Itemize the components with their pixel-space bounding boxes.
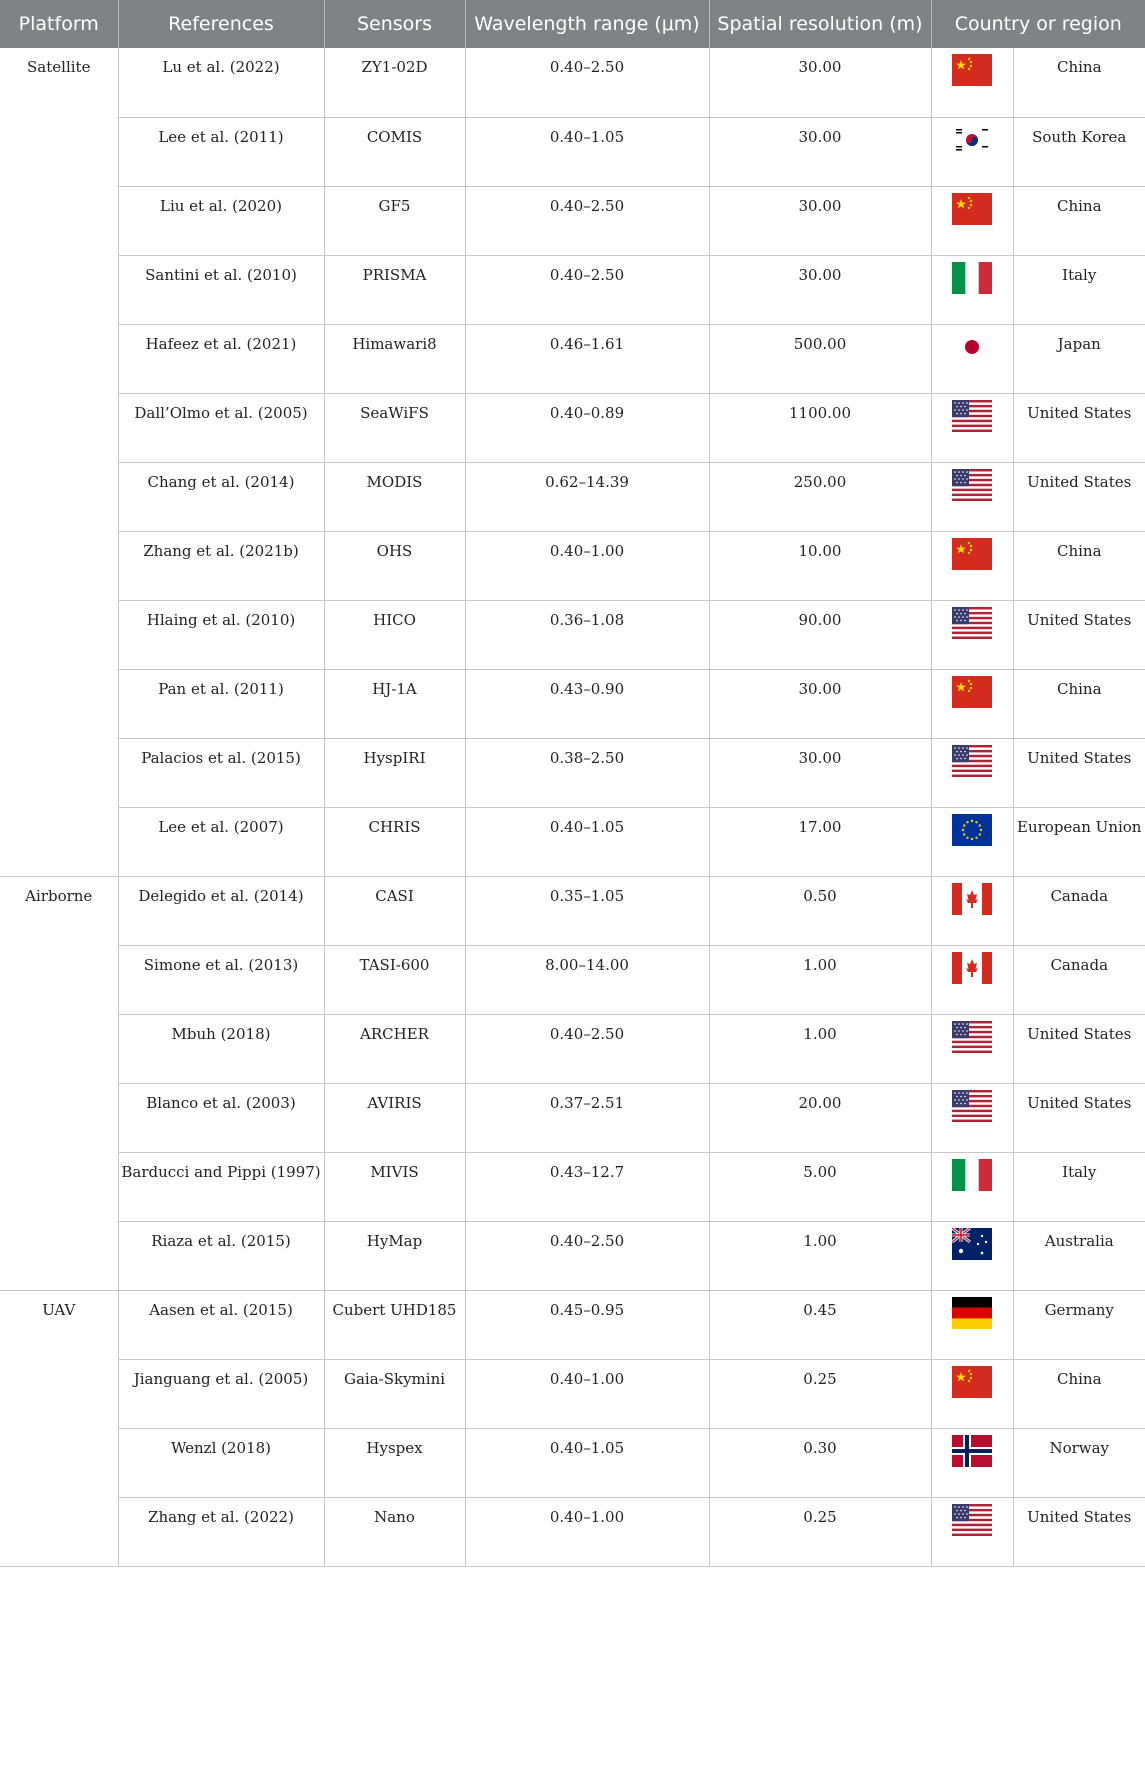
resolution-cell: 30.00 (709, 48, 931, 117)
sensor-cell: COMIS (324, 117, 465, 186)
flag-cell (931, 1359, 1013, 1428)
country-cell: South Korea (1013, 117, 1145, 186)
table-row (0, 600, 1145, 669)
resolution-cell: 30.00 (709, 255, 931, 324)
resolution-cell: 30.00 (709, 738, 931, 807)
reference-cell: Dall’Olmo et al. (2005) (118, 393, 324, 462)
flag-cell (931, 945, 1013, 1014)
resolution-cell: 5.00 (709, 1152, 931, 1221)
table-row (0, 945, 1145, 1014)
reference-cell: Chang et al. (2014) (118, 462, 324, 531)
sensor-cell: OHS (324, 531, 465, 600)
flag-cell (931, 669, 1013, 738)
reference-cell: Lee et al. (2007) (118, 807, 324, 876)
sensor-cell: ZY1-02D (324, 48, 465, 117)
usa-flag-icon (952, 607, 992, 639)
table-row (0, 1290, 1145, 1359)
table-row (0, 669, 1145, 738)
table-row (0, 1221, 1145, 1290)
flag-cell (931, 393, 1013, 462)
australia-flag-icon (952, 1228, 992, 1260)
sensor-cell: HJ-1A (324, 669, 465, 738)
table-body (0, 48, 1145, 1566)
sensor-cell: ARCHER (324, 1014, 465, 1083)
resolution-cell: 0.25 (709, 1497, 931, 1566)
country-cell: Italy (1013, 1152, 1145, 1221)
country-cell: China (1013, 669, 1145, 738)
flag-cell (931, 117, 1013, 186)
country-cell: United States (1013, 600, 1145, 669)
wavelength-cell: 0.40–2.50 (465, 255, 709, 324)
wavelength-cell: 0.40–1.05 (465, 1428, 709, 1497)
flag-cell (931, 876, 1013, 945)
wavelength-cell: 0.43–0.90 (465, 669, 709, 738)
reference-cell: Jianguang et al. (2005) (118, 1359, 324, 1428)
flag-cell (931, 1221, 1013, 1290)
reference-cell: Wenzl (2018) (118, 1428, 324, 1497)
flag-cell (931, 1152, 1013, 1221)
norway-flag-icon (952, 1435, 992, 1467)
wavelength-cell: 0.43–12.7 (465, 1152, 709, 1221)
wavelength-cell: 0.40–2.50 (465, 186, 709, 255)
wavelength-cell: 0.36–1.08 (465, 600, 709, 669)
country-cell: Japan (1013, 324, 1145, 393)
header-references: References (118, 0, 324, 48)
usa-flag-icon (952, 1504, 992, 1536)
wavelength-cell: 0.45–0.95 (465, 1290, 709, 1359)
reference-cell: Pan et al. (2011) (118, 669, 324, 738)
flag-cell (931, 324, 1013, 393)
sensor-cell: CASI (324, 876, 465, 945)
table-row (0, 1428, 1145, 1497)
usa-flag-icon (952, 469, 992, 501)
reference-cell: Lu et al. (2022) (118, 48, 324, 117)
china-flag-icon (952, 676, 992, 708)
flag-cell (931, 531, 1013, 600)
header-row (0, 0, 1145, 48)
platform-cell: Satellite (0, 48, 118, 876)
sensor-cell: Himawari8 (324, 324, 465, 393)
flag-cell (931, 48, 1013, 117)
table-row (0, 1359, 1145, 1428)
wavelength-cell: 0.40–1.00 (465, 1359, 709, 1428)
canada-flag-icon (952, 883, 992, 915)
sensor-cell: MIVIS (324, 1152, 465, 1221)
country-cell: Canada (1013, 945, 1145, 1014)
country-cell: United States (1013, 738, 1145, 807)
reference-cell: Delegido et al. (2014) (118, 876, 324, 945)
flag-cell (931, 255, 1013, 324)
country-cell: Norway (1013, 1428, 1145, 1497)
resolution-cell: 500.00 (709, 324, 931, 393)
country-cell: United States (1013, 1014, 1145, 1083)
sensor-cell: PRISMA (324, 255, 465, 324)
resolution-cell: 1.00 (709, 1014, 931, 1083)
resolution-cell: 17.00 (709, 807, 931, 876)
resolution-cell: 0.45 (709, 1290, 931, 1359)
reference-cell: Palacios et al. (2015) (118, 738, 324, 807)
header-resolution: Spatial resolution (m) (709, 0, 931, 48)
china-flag-icon (952, 193, 992, 225)
table-row (0, 462, 1145, 531)
wavelength-cell: 0.40–1.05 (465, 807, 709, 876)
header-wavelength: Wavelength range (μm) (465, 0, 709, 48)
table-row (0, 876, 1145, 945)
table-row (0, 738, 1145, 807)
resolution-cell: 0.30 (709, 1428, 931, 1497)
canada-flag-icon (952, 952, 992, 984)
wavelength-cell: 0.46–1.61 (465, 324, 709, 393)
wavelength-cell: 0.40–0.89 (465, 393, 709, 462)
flag-cell (931, 1014, 1013, 1083)
reference-cell: Barducci and Pippi (1997) (118, 1152, 324, 1221)
table-row (0, 807, 1145, 876)
country-cell: United States (1013, 1497, 1145, 1566)
reference-cell: Aasen et al. (2015) (118, 1290, 324, 1359)
reference-cell: Hlaing et al. (2010) (118, 600, 324, 669)
resolution-cell: 1.00 (709, 945, 931, 1014)
sensor-cell: Nano (324, 1497, 465, 1566)
resolution-cell: 30.00 (709, 117, 931, 186)
flag-cell (931, 1083, 1013, 1152)
header-platform: Platform (0, 0, 118, 48)
sensor-cell: Cubert UHD185 (324, 1290, 465, 1359)
resolution-cell: 10.00 (709, 531, 931, 600)
flag-cell (931, 807, 1013, 876)
flag-cell (931, 1497, 1013, 1566)
wavelength-cell: 0.62–14.39 (465, 462, 709, 531)
country-cell: United States (1013, 393, 1145, 462)
reference-cell: Hafeez et al. (2021) (118, 324, 324, 393)
wavelength-cell: 0.40–2.50 (465, 1221, 709, 1290)
flag-cell (931, 186, 1013, 255)
sensor-cell: HyMap (324, 1221, 465, 1290)
sensor-cell: Gaia-Skymini (324, 1359, 465, 1428)
usa-flag-icon (952, 745, 992, 777)
reference-cell: Zhang et al. (2022) (118, 1497, 324, 1566)
wavelength-cell: 8.00–14.00 (465, 945, 709, 1014)
table-row (0, 1014, 1145, 1083)
resolution-cell: 90.00 (709, 600, 931, 669)
sensor-cell: Hyspex (324, 1428, 465, 1497)
table-row (0, 1083, 1145, 1152)
flag-cell (931, 462, 1013, 531)
reference-cell: Zhang et al. (2021b) (118, 531, 324, 600)
country-cell: China (1013, 186, 1145, 255)
table-row (0, 117, 1145, 186)
wavelength-cell: 0.40–1.05 (465, 117, 709, 186)
germany-flag-icon (952, 1297, 992, 1329)
reference-cell: Santini et al. (2010) (118, 255, 324, 324)
country-cell: China (1013, 531, 1145, 600)
platform-cell: Airborne (0, 876, 118, 1290)
wavelength-cell: 0.38–2.50 (465, 738, 709, 807)
japan-flag-icon (952, 331, 992, 363)
sensor-cell: MODIS (324, 462, 465, 531)
usa-flag-icon (952, 1090, 992, 1122)
china-flag-icon (952, 54, 992, 86)
eu-flag-icon (952, 814, 992, 846)
wavelength-cell: 0.35–1.05 (465, 876, 709, 945)
wavelength-cell: 0.40–1.00 (465, 1497, 709, 1566)
reference-cell: Lee et al. (2011) (118, 117, 324, 186)
header-country: Country or region (931, 0, 1145, 48)
wavelength-cell: 0.40–2.50 (465, 1014, 709, 1083)
sensor-cell: CHRIS (324, 807, 465, 876)
table-row (0, 1152, 1145, 1221)
country-cell: China (1013, 48, 1145, 117)
resolution-cell: 30.00 (709, 186, 931, 255)
resolution-cell: 1100.00 (709, 393, 931, 462)
resolution-cell: 250.00 (709, 462, 931, 531)
country-cell: European Union (1013, 807, 1145, 876)
table-row (0, 48, 1145, 117)
south-korea-flag-icon (952, 124, 992, 156)
country-cell: Canada (1013, 876, 1145, 945)
italy-flag-icon (952, 262, 992, 294)
resolution-cell: 0.50 (709, 876, 931, 945)
sensor-cell: TASI-600 (324, 945, 465, 1014)
country-cell: Italy (1013, 255, 1145, 324)
sensor-cell: AVIRIS (324, 1083, 465, 1152)
country-cell: Australia (1013, 1221, 1145, 1290)
header-sensors: Sensors (324, 0, 465, 48)
resolution-cell: 20.00 (709, 1083, 931, 1152)
table-row (0, 186, 1145, 255)
flag-cell (931, 1290, 1013, 1359)
resolution-cell: 0.25 (709, 1359, 931, 1428)
wavelength-cell: 0.37–2.51 (465, 1083, 709, 1152)
china-flag-icon (952, 1366, 992, 1398)
table-row (0, 324, 1145, 393)
sensor-cell: HICO (324, 600, 465, 669)
reference-cell: Mbuh (2018) (118, 1014, 324, 1083)
flag-cell (931, 738, 1013, 807)
country-cell: United States (1013, 462, 1145, 531)
wavelength-cell: 0.40–1.00 (465, 531, 709, 600)
resolution-cell: 1.00 (709, 1221, 931, 1290)
platform-cell: UAV (0, 1290, 118, 1566)
table-row (0, 1497, 1145, 1566)
flag-cell (931, 1428, 1013, 1497)
usa-flag-icon (952, 400, 992, 432)
reference-cell: Liu et al. (2020) (118, 186, 324, 255)
reference-cell: Simone et al. (2013) (118, 945, 324, 1014)
sensor-cell: SeaWiFS (324, 393, 465, 462)
usa-flag-icon (952, 1021, 992, 1053)
resolution-cell: 30.00 (709, 669, 931, 738)
country-cell: United States (1013, 1083, 1145, 1152)
flag-cell (931, 600, 1013, 669)
sensor-cell: GF5 (324, 186, 465, 255)
country-cell: China (1013, 1359, 1145, 1428)
wavelength-cell: 0.40–2.50 (465, 48, 709, 117)
country-cell: Germany (1013, 1290, 1145, 1359)
table-row (0, 393, 1145, 462)
reference-cell: Riaza et al. (2015) (118, 1221, 324, 1290)
table-row (0, 255, 1145, 324)
china-flag-icon (952, 538, 992, 570)
sensor-cell: HyspIRI (324, 738, 465, 807)
reference-cell: Blanco et al. (2003) (118, 1083, 324, 1152)
italy-flag-icon (952, 1159, 992, 1191)
table-row (0, 531, 1145, 600)
